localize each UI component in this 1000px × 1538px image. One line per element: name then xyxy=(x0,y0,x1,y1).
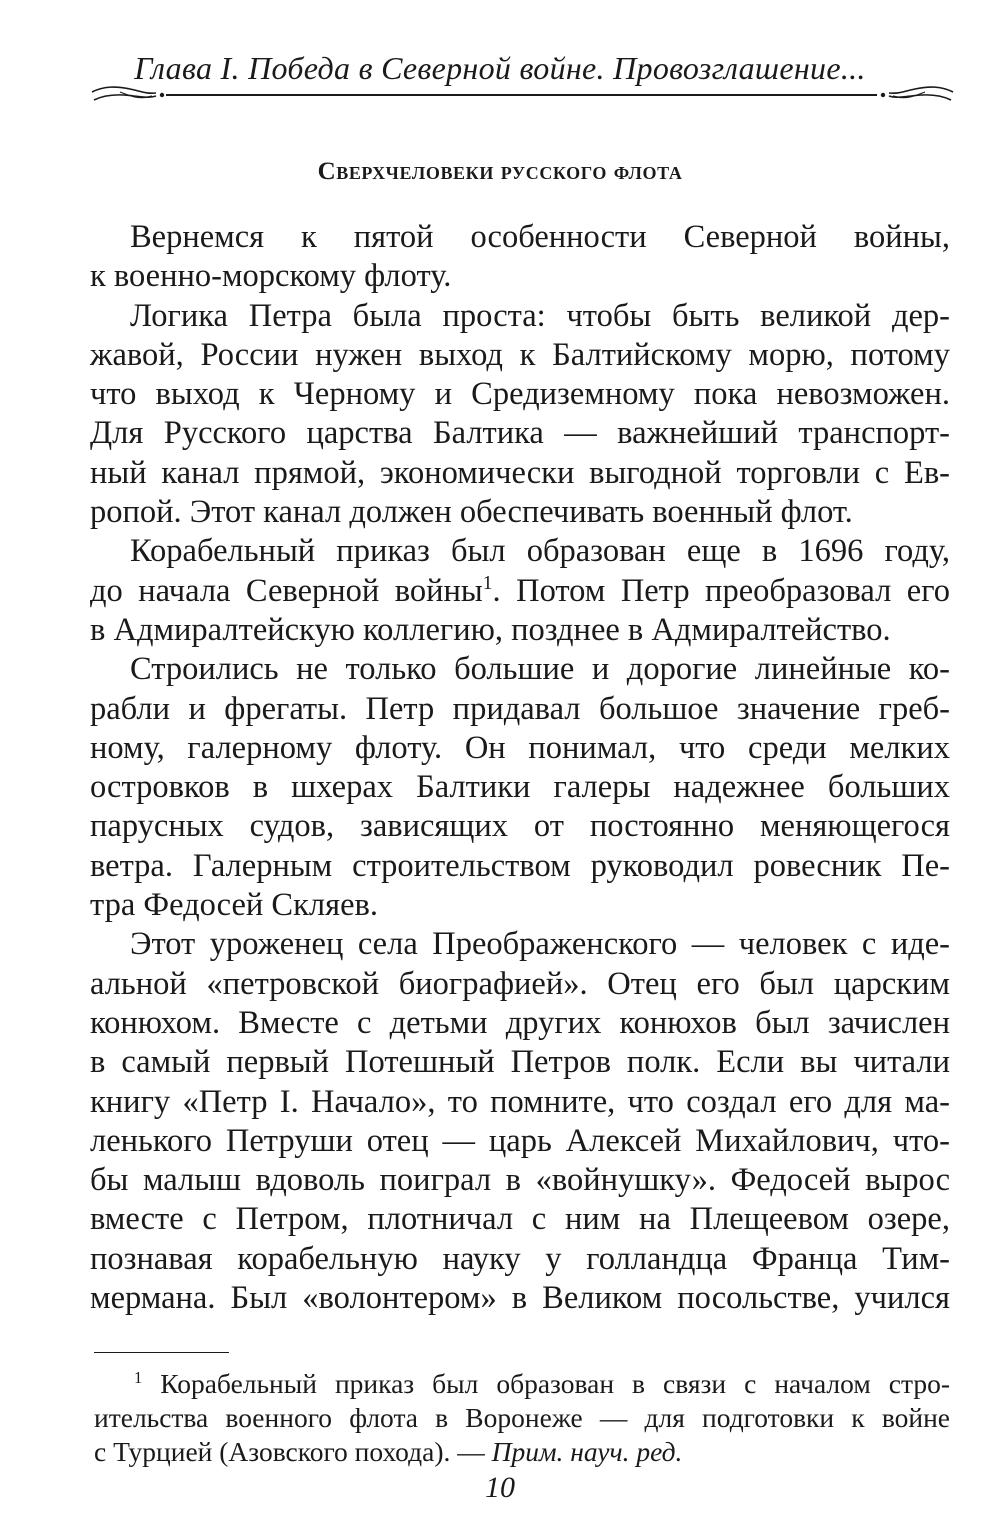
text-line: книгу «Петр I. Начало», то помните, что создал его для ма- xyxy=(90,1083,950,1120)
text-line: тра Федосей Скляев. xyxy=(90,887,378,924)
text-line: к военно-морскому флоту. xyxy=(90,258,452,295)
header-ornament-rule xyxy=(90,80,955,110)
text-line: ному, галерному флоту. Он понимал, что среди мелких xyxy=(90,729,950,766)
page-number: 10 xyxy=(485,1471,515,1504)
footnote-line xyxy=(94,1367,950,1401)
footnote-line xyxy=(94,1435,950,1469)
text-line: что выход к Черному и Средиземному пока невозможен. xyxy=(90,376,950,413)
text-line-with-footnote-ref xyxy=(90,572,950,611)
text-line: в самый первый Потешный Петров полк. Если вы читали xyxy=(90,1044,950,1081)
text-line: Для Русского царства Балтика — важнейший транспорт- xyxy=(90,415,950,452)
footnote-marker: 1 xyxy=(134,1367,143,1387)
text-line: Корабельный приказ был образован еще в 1696 году, xyxy=(130,533,950,570)
running-head: Глава I. Победа в Северной войне. Провозглашение... xyxy=(134,50,866,86)
text-line: рабли и фрегаты. Петр придавал большое значение греб- xyxy=(90,690,950,727)
footnote-text: Корабельный приказ был образован в связи с началом стро- xyxy=(142,1368,950,1399)
text-line: парусных судов, зависящих от постоянно меняющегося xyxy=(90,808,950,845)
text-line: ный канал прямой, экономически выгодной торговли с Ев- xyxy=(90,454,950,491)
text-line: Вернемся к пятой особенности Северной войны, xyxy=(130,219,950,255)
text-line: познавая корабельную науку у голландца Франца Тим- xyxy=(90,1240,950,1277)
text-line: Этот уроженец села Преображенского — человек с иде- xyxy=(130,926,950,963)
text-line: бы малыш вдоволь поиграл в «войнушку». Федосей вырос xyxy=(90,1162,950,1199)
text-segment: до начала Северной войны xyxy=(90,572,483,609)
body-text xyxy=(90,218,950,1318)
text-line: Логика Петра была проста: чтобы быть великой дер- xyxy=(130,297,950,334)
footnote-divider xyxy=(94,1352,229,1353)
footnote-text: с Турцией (Азовского похода). — xyxy=(94,1436,492,1467)
text-line: Строились не только большие и дорогие линейные ко- xyxy=(130,651,950,688)
footnote xyxy=(94,1367,950,1469)
text-line: мермана. Был «волонтером» в Великом посольстве, учился xyxy=(90,1280,950,1317)
text-line: конюхом. Вместе с детьми других конюхов был зачислен xyxy=(90,1004,950,1041)
text-line: вместе с Петром, плотничал с ним на Плещеевом озере, xyxy=(90,1201,950,1238)
text-line: альной «петровской биографией». Отец его был царским xyxy=(90,965,950,1002)
text-line: ленького Петруши отец — царь Алексей Михайлович, что- xyxy=(90,1122,950,1159)
footnote-reference[interactable]: 1 xyxy=(482,572,493,594)
text-line: островков в шхерах Балтики галеры надежнее больших xyxy=(90,769,950,806)
text-line: ропой. Этот канал должен обеспечивать военный флот. xyxy=(90,494,853,531)
section-title: Сверхчеловеки русского флота xyxy=(317,158,683,185)
text-line: ветра. Галерным строительством руководил ровесник Пе- xyxy=(90,847,950,884)
text-line: жавой, России нужен выход к Балтийскому морю, потому xyxy=(90,336,950,373)
footnote-line: ительства военного флота в Воронеже — для подготовки к войне xyxy=(94,1402,950,1433)
editor-note-signature: Прим. науч. ред. xyxy=(491,1436,683,1467)
text-segment: . Потом Петр преобразовал его xyxy=(492,572,950,609)
text-line: в Адмиралтейскую коллегию, позднее в Адмиралтейство. xyxy=(90,611,891,648)
